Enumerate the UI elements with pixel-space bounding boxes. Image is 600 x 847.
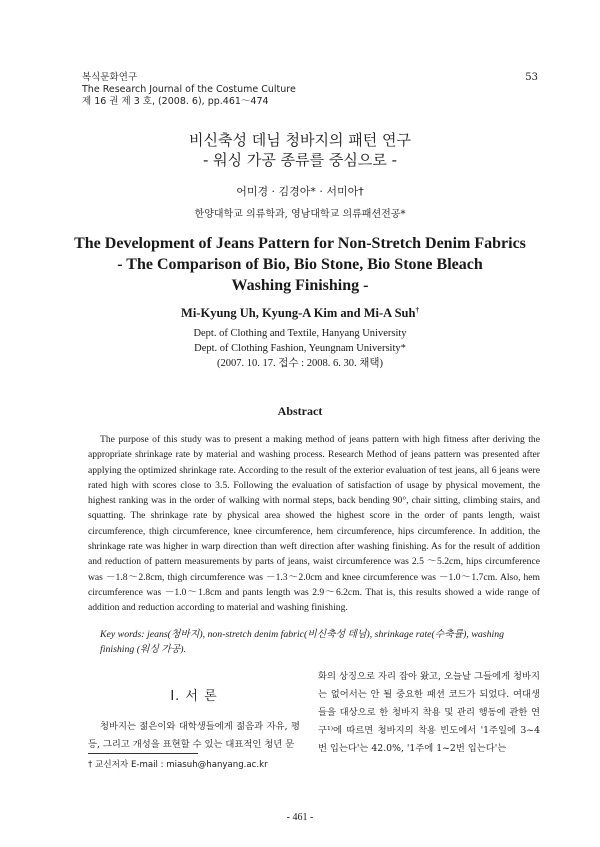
english-authors-names: Mi-Kyung Uh, Kyung-A Kim and Mi-A Suh bbox=[181, 306, 416, 321]
korean-authors: 어미경 · 김경아* · 서미아† bbox=[236, 185, 364, 198]
page-number-top: 53 bbox=[525, 72, 538, 83]
korean-title-main: 비신축성 데님 청바지의 패턴 연구 bbox=[189, 131, 411, 149]
page-number-bottom: - 461 - bbox=[286, 812, 314, 823]
footnote-divider bbox=[88, 753, 198, 754]
footnote-corresponding-author: † 교신저자 E-mail : miasuh@hanyang.ac.kr bbox=[88, 760, 268, 770]
korean-affiliation: 한양대학교 의류학과, 영남대학교 의류패션전공* bbox=[194, 209, 406, 220]
english-title-line-2: - The Comparison of Bio, Bio Stone, Bio Stone Bleach bbox=[117, 256, 483, 273]
intro-paragraph-left: 청바지는 젊은이와 대학생들에게 젊음과 자유, 평등, 그리고 개성을 표현할 수 있는 대표적인 청년 문 bbox=[88, 721, 300, 750]
keywords-label: Key words: bbox=[100, 629, 145, 640]
english-title-line-1: The Development of Jeans Pattern for Non-Stretch Denim Fabrics bbox=[74, 235, 526, 252]
volume-info: 제 16 권 제 3 호, (2008. 6), pp.461～474 bbox=[82, 96, 269, 107]
keywords-text: jeans(청바지), non-stretch denim fabric(비신축성 데님), shrinkage rate(수축률), washing finishing (워싱 가공). bbox=[100, 629, 504, 655]
korean-title-sub: - 워싱 가공 종류를 중심으로 - bbox=[202, 151, 398, 169]
affiliation-yeungnam: Dept. of Clothing Fashion, Yeungnam University* bbox=[194, 343, 406, 354]
journal-name-korean: 복식문화연구 bbox=[82, 72, 138, 83]
abstract-body: The purpose of this study was to present a making method of jeans pattern with high fitness after deriving the appropriate shrinkage rate by material and washing process. Research Method of jeans pattern was presented after applying the optimized shrinkage rate. According to the result of the exterior evaluation of test jeans, all 6 jeans were rated high with scores close to 3.5. Following the evaluation of satisfaction of usage by physical movement, the highest ranking was in the order of walking with normal steps, back bending 90°, chair sitting, climbing stairs, and squatting. The shrinkage rate by physical area showed the highest score in the order of pants length, waist circumference, thigh circumference, knee circumference, hem circumference, hips circumference. In addition, the shrinkage rate was higher in warp direction than weft direction after washing finishing. As for the result of addition and reduction of pattern measurements by parts of jeans, waist circumference was 2.5 ～5.2cm, hips circumference was －1.8～2.8cm, thigh circumference was －1.3～2.0cm and knee circumference was －1.0～1.7cm. Also, hem circumference was －1.0～1.8cm and pants length was 2.9～6.2cm. That is, this results showed a wide range of addition and reduction according to material and washing finishing. bbox=[88, 434, 540, 614]
english-title bbox=[0, 233, 600, 296]
received-accepted-dates: (2007. 10. 17. 접수 : 2008. 6. 30. 채택) bbox=[217, 358, 383, 369]
english-title-line-3: Washing Finishing - bbox=[231, 277, 369, 294]
section-heading-introduction: Ⅰ. 서 론 bbox=[170, 689, 218, 704]
keywords bbox=[100, 627, 540, 657]
korean-title bbox=[0, 130, 600, 170]
abstract-heading: Abstract bbox=[277, 404, 323, 418]
english-authors bbox=[0, 306, 600, 321]
corresponding-author-mark: † bbox=[415, 306, 419, 314]
affiliation-hanyang: Dept. of Clothing and Textile, Hanyang University bbox=[193, 328, 407, 339]
intro-paragraph-right: 화의 상징으로 자리 잡아 왔고, 오늘날 그들에게 청바지는 없어서는 안 될 중요한 패션 코드가 되었다. 여대생들을 대상으로 한 청바지 착용 및 관리 행동에 관한 연구¹⁾에 따르면 청바지의 착용 빈도에서 '1주일에 3~4번 입는다'는 42.0%, '1주에 1~2번 입는다'는 bbox=[318, 671, 540, 754]
english-affiliations bbox=[0, 326, 600, 371]
journal-name-english: The Research Journal of the Costume Culture bbox=[82, 84, 296, 95]
journal-header bbox=[82, 72, 296, 108]
left-column bbox=[88, 678, 300, 754]
